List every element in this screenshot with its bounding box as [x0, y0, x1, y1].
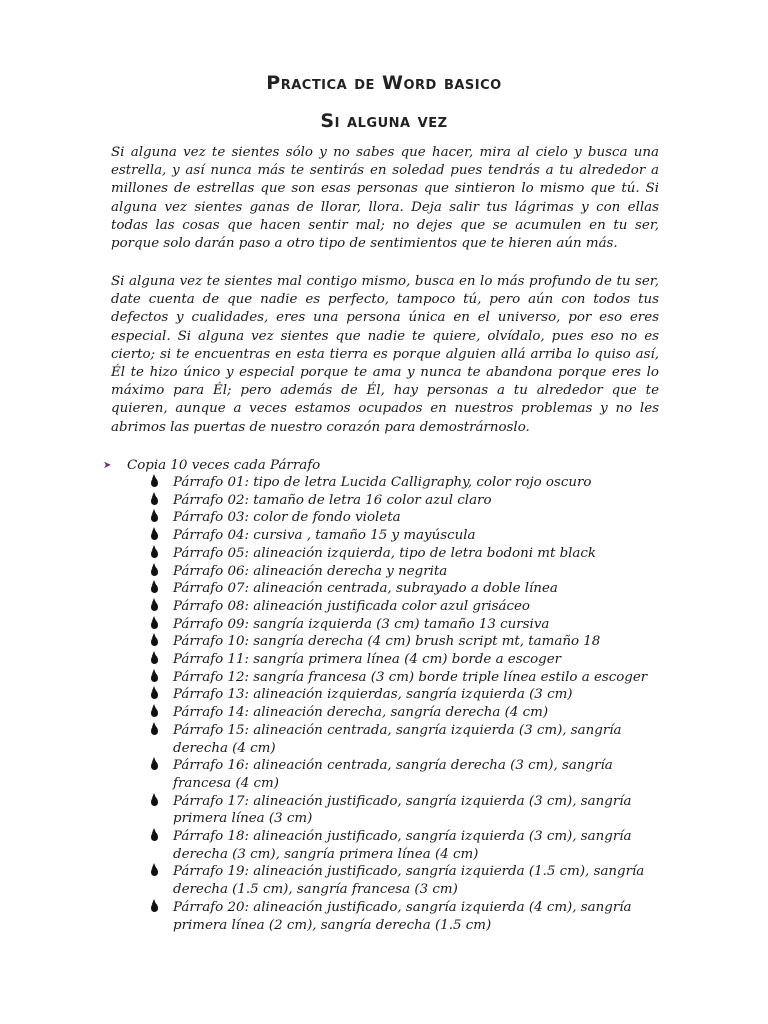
list-item: [151, 757, 663, 792]
list-item: [151, 863, 663, 898]
drop-bullet-icon: [151, 832, 158, 841]
list-item-text: Párrafo 01: tipo de letra Lucida Calligraphy, color rojo oscuro: [173, 475, 592, 490]
list-item: [151, 633, 663, 651]
drop-bullet-icon: [151, 797, 158, 806]
list-item: [151, 492, 663, 510]
list-item: [151, 704, 663, 722]
body-paragraph-2: Si alguna vez te sientes mal contigo mismo, busca en lo más profundo de tu ser, date cuenta de que nadie es perfecto, tampoco tú, pero aún con todos tus defectos y cualidades, eres una persona única en el universo, por eso eres especial. Si alguna vez sientes que nadie te quiere, olvídalo, pues eso no es cierto; si te encuentras en esta tierra es porque alguien allá arriba lo quiso así, Él te hizo único y especial porque te ama y nunca te abandona porque eres lo máximo para Él; pero además de Él, hay personas a tu alrededor que te quieren, aunque a veces estamos ocupados en nuestros problemas y no les abrimos las puertas de nuestro corazón para demostrárnoslo.: [111, 274, 659, 435]
document-subtitle: Si alguna vez: [320, 110, 448, 132]
drop-bullet-icon: [151, 513, 158, 522]
list-item: [151, 509, 663, 527]
task-section: [103, 456, 663, 934]
drop-bullet-icon: [151, 867, 158, 876]
drop-bullet-icon: [151, 567, 158, 576]
list-item-text: Párrafo 12: sangría francesa (3 cm) borde triple línea estilo a escoger: [173, 669, 648, 685]
list-item: [151, 793, 663, 828]
task-label: Copia 10 veces cada Párrafo: [127, 457, 321, 473]
list-item: [151, 651, 663, 669]
list-item-text: Párrafo 02: tamaño de letra 16 color azul claro: [173, 492, 492, 508]
drop-bullet-icon: [151, 708, 158, 717]
list-item-text: Párrafo 13: alineación izquierdas, sangría izquierda (3 cm): [173, 687, 573, 703]
drop-bullet-icon: [151, 620, 158, 629]
drop-bullet-icon: [151, 690, 158, 699]
list-item-text: Párrafo 19: alineación justificado, sangría izquierda (1.5 cm), sangría derecha (1.5 cm), sangría francesa (3 cm): [173, 864, 645, 898]
list-item-text: Párrafo 06: alineación derecha y negrita: [173, 563, 448, 579]
list-item-text: Párrafo 16: alineación centrada, sangría derecha (3 cm), sangría francesa (4 cm): [173, 758, 613, 791]
list-item: [151, 686, 663, 704]
drop-bullet-icon: [151, 496, 158, 505]
list-item: [151, 598, 663, 616]
drop-bullet-icon: [151, 655, 158, 664]
list-item: [151, 828, 663, 863]
list-item: [151, 722, 663, 757]
list-item-text: Párrafo 17: alineación justificado, sangría izquierda (3 cm), sangría primera línea (3 cm): [173, 793, 632, 827]
list-item-text: Párrafo 03: color de fondo violeta: [173, 510, 401, 526]
list-item: [151, 899, 663, 934]
drop-bullet-icon: [151, 726, 158, 735]
document-title: Practica de Word basico: [266, 72, 502, 94]
drop-bullet-icon: [151, 637, 158, 646]
list-item: [151, 616, 663, 634]
list-item-text: Párrafo 20: alineación justificado, sangría izquierda (4 cm), sangría primera línea (2 cm), sangría derecha (1.5 cm): [173, 899, 632, 933]
list-item-text: Párrafo 15: alineación centrada, sangría izquierda (3 cm), sangría derecha (4 cm): [173, 722, 622, 756]
list-item-text: Párrafo 14: alineación derecha, sangría derecha (4 cm): [173, 705, 549, 721]
list-item: [151, 580, 663, 598]
list-item: [151, 669, 663, 687]
list-item-text: Párrafo 04: cursiva , tamaño 15 y mayúscula: [173, 528, 476, 544]
list-item-text: Párrafo 10: sangría derecha (4 cm) brush script mt, tamaño 18: [173, 634, 601, 650]
drop-bullet-icon: [151, 761, 158, 770]
list-item: [151, 527, 663, 545]
list-item: [151, 474, 663, 492]
drop-bullet-icon: [151, 531, 158, 540]
list-item-text: Párrafo 07: alineación centrada, subrayado a doble línea: [173, 581, 558, 597]
task-header: [103, 456, 663, 474]
arrow-bullet-icon: ➤: [103, 459, 112, 471]
list-item-text: Párrafo 18: alineación justificado, sangría izquierda (3 cm), sangría derecha (3 cm), sangría primera línea (4 cm): [173, 829, 632, 862]
drop-bullet-icon: [151, 478, 158, 487]
list-item: [151, 563, 663, 581]
body-paragraph-1: Si alguna vez te sientes sólo y no sabes que hacer, mira al cielo y busca una estrella, y así nunca más te sentirás en soledad pues tendrás a tu alrededor a millones de estrellas que son esas personas que sintieron lo mismo que tú. Si alguna vez sientes ganas de llorar, llora. Deja salir tus lágrimas y con ellas todas las cosas que hacen sentir mal; no dejes que se acumulen en tu ser, porque solo darán paso a otro tipo de sentimientos que te hieren aún más.: [111, 145, 659, 252]
task-list: [103, 474, 663, 934]
drop-bullet-icon: [151, 903, 158, 912]
list-item-text: Párrafo 08: alineación justificada color azul grisáceo: [173, 598, 530, 614]
drop-bullet-icon: [151, 549, 158, 558]
list-item-text: Párrafo 11: sangría primera línea (4 cm) borde a escoger: [173, 652, 562, 668]
list-item-text: Párrafo 09: sangría izquierda (3 cm) tamaño 13 cursiva: [173, 616, 550, 632]
drop-bullet-icon: [151, 673, 158, 682]
list-item-text: Párrafo 05: alineación izquierda, tipo de letra bodoni mt black: [173, 545, 597, 561]
drop-bullet-icon: [151, 584, 158, 593]
list-item: [151, 545, 663, 563]
drop-bullet-icon: [151, 602, 158, 611]
